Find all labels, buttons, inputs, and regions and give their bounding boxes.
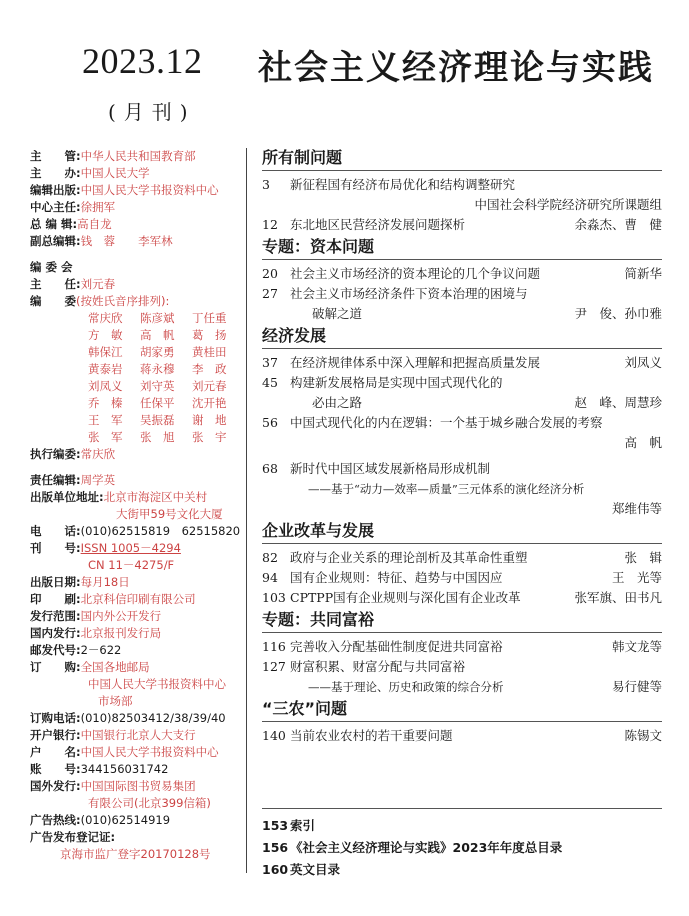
board-member: 任保平 <box>140 396 175 410</box>
board-member: 吴振磊 <box>140 413 175 427</box>
toc-entry[interactable]: 56 中国式现代化的内在逻辑：一个基于城乡融合发展的考察 <box>262 415 603 430</box>
overseas-distribution-line2: 有限公司(北京399信箱) <box>88 796 211 810</box>
printer: 印 刷:北京科信印刷有限公司 <box>30 592 196 606</box>
board-members-label: 编 委(按姓氏音序排列): <box>30 294 170 308</box>
issn: 刊 号:ISSN 1005－4294 <box>30 541 181 555</box>
section-title: “三农”问题 <box>262 697 662 722</box>
masthead-publisher: 编辑出版:中国人民大学书报资料中心 <box>30 183 219 197</box>
board-member: 沈开艳 <box>192 396 227 410</box>
toc-entry-continued: 破解之道 尹 俊、孙巾雅 <box>312 306 662 321</box>
board-member: 刘元春 <box>192 379 227 393</box>
toc-entry[interactable]: 3 新征程国有经济布局优化和结构调整研究 <box>262 177 516 192</box>
toc-entry[interactable]: 20 社会主义市场经济的资本理论的几个争议问题 简新华 <box>262 266 662 281</box>
section-title: 企业改革与发展 <box>262 519 662 544</box>
board-member: 乔 榛 <box>88 396 123 410</box>
toc-entry-continued: 必由之路 赵 峰、周慧珍 <box>312 395 662 410</box>
board-member: 丁任重 <box>192 311 227 325</box>
toc-author: 郑维伟等 <box>611 501 662 516</box>
toc-subtitle: ——基于理论、历史和政策的综合分析 易行健等 <box>308 679 662 694</box>
board-member: 谢 地 <box>192 413 227 427</box>
toc-entry[interactable]: 127 财富积累、财富分配与共同富裕 <box>262 659 466 674</box>
toc-entry[interactable]: 45 构建新发展格局是实现中国式现代化的 <box>262 375 503 390</box>
ad-registration-value: 京海市监广登字20170128号 <box>60 847 211 861</box>
board-member: 胡家勇 <box>140 345 175 359</box>
subscribe-line2: 中国人民大学书报资料中心 <box>88 677 226 691</box>
section-title: 经济发展 <box>262 324 662 349</box>
toc-entry[interactable]: 140 当前农业农村的若干重要问题 陈锡文 <box>262 728 662 743</box>
board-member: 常庆欣 <box>88 311 123 325</box>
board-member: 方 敏 <box>88 328 123 342</box>
toc-entry[interactable]: 12 东北地区民营经济发展问题探析 余淼杰、曹 健 <box>262 217 662 232</box>
postal-code: 邮发代号:2－622 <box>30 643 122 657</box>
editorial-board-title: 编 委 会 <box>30 260 73 274</box>
masthead-director: 中心主任:徐拥军 <box>30 200 116 214</box>
masthead-sponsor: 主 管:中华人民共和国教育部 <box>30 149 196 163</box>
board-member: 高 帆 <box>140 328 175 342</box>
board-chair: 主 任:刘元春 <box>30 277 116 291</box>
table-of-contents <box>262 146 662 746</box>
responsible-editor: 责任编辑:周学英 <box>30 473 116 487</box>
board-member: 陈彦斌 <box>140 311 175 325</box>
account-name: 户 名:中国人民大学书报资料中心 <box>30 745 219 759</box>
pub-date: 出版日期:每月18日 <box>30 575 130 589</box>
section-title: 专题：共同富裕 <box>262 608 662 633</box>
toc-entry-annual-index[interactable]: 156 《社会主义经济理论与实践》2023年年度总目录 <box>262 840 563 855</box>
board-member: 张 旭 <box>140 430 175 444</box>
column-divider <box>246 148 247 873</box>
masthead-column <box>30 148 240 863</box>
order-phone: 订购电话:(010)82503412/38/39/40 <box>30 711 226 725</box>
toc-entry[interactable]: 68 新时代中国区域发展新格局形成机制 <box>262 461 491 476</box>
masthead-deputy-editor: 副总编辑:钱 蓉 李军林 <box>30 234 173 248</box>
toc-entry[interactable]: 82 政府与企业关系的理论剖析及其革命性重塑 张 辑 <box>262 550 662 565</box>
toc-entry-english-contents[interactable]: 160 英文目录 <box>262 862 341 877</box>
publication-frequency: (月刊) <box>108 100 196 124</box>
toc-author: 中国社会科学院经济研究所课题组 <box>474 197 662 212</box>
journal-title: 社会主义经济理论与实践 <box>258 48 654 88</box>
toc-entry[interactable]: 103 CPTPP国有企业规则与深化国有企业改革 张军旗、田书凡 <box>262 590 662 605</box>
board-member: 王 军 <box>88 413 123 427</box>
overseas-distribution: 国外发行:中国国际图书贸易集团 <box>30 779 196 793</box>
board-member: 韩保江 <box>88 345 123 359</box>
account-number: 账 号:344156031742 <box>30 762 169 776</box>
toc-entry[interactable]: 37 在经济规律体系中深入理解和把握高质量发展 刘凤义 <box>262 355 662 370</box>
phone: 电 话:(010)62515819 62515820 <box>30 524 241 538</box>
board-member: 黄桂田 <box>192 345 227 359</box>
ad-hotline: 广告热线:(010)62514919 <box>30 813 171 827</box>
board-member: 张 宇 <box>192 430 227 444</box>
distribution-scope: 发行范围:国内外公开发行 <box>30 609 162 623</box>
board-member: 黄泰岩 <box>88 362 123 376</box>
exec-editor: 执行编委:常庆欣 <box>30 447 116 461</box>
publisher-address: 出版单位地址:北京市海淀区中关村 <box>30 490 208 504</box>
board-member: 刘守英 <box>140 379 175 393</box>
bank: 开户银行:中国银行北京人大支行 <box>30 728 196 742</box>
section-title: 专题：资本问题 <box>262 235 662 260</box>
board-members-list <box>30 310 240 446</box>
issue-date: 2023.12 <box>82 41 203 81</box>
subscribe-line3: 市场部 <box>98 694 133 708</box>
ad-registration-label: 广告发布登记证: <box>30 830 116 844</box>
cn-number: CN 11－4275/F <box>88 558 175 572</box>
masthead-organizer: 主 办:中国人民大学 <box>30 166 150 180</box>
toc-subtitle: ——基于“动力—效率—质量”三元体系的演化经济分析 <box>308 482 585 496</box>
domestic-distribution: 国内发行:北京报刊发行局 <box>30 626 162 640</box>
publisher-address-line2: 大街甲59号文化大厦 <box>116 507 223 521</box>
board-member: 刘凤义 <box>88 379 123 393</box>
board-member: 蒋永穆 <box>140 362 175 376</box>
toc-entry-index[interactable]: 153 索引 <box>262 818 316 833</box>
supplementary-contents <box>262 808 662 881</box>
toc-author: 高 帆 <box>624 435 662 450</box>
board-member: 张 军 <box>88 430 123 444</box>
board-member: 李 政 <box>192 362 227 376</box>
toc-entry[interactable]: 27 社会主义市场经济条件下资本治理的困境与 <box>262 286 528 301</box>
section-title: 所有制问题 <box>262 146 662 171</box>
subscribe: 订 购:全国各地邮局 <box>30 660 150 674</box>
toc-entry[interactable]: 94 国有企业规则：特征、趋势与中国因应 王 光等 <box>262 570 662 585</box>
toc-entry[interactable]: 116 完善收入分配基础性制度促进共同富裕 韩文龙等 <box>262 639 662 654</box>
board-member: 葛 扬 <box>192 328 227 342</box>
masthead-chief-editor: 总 编 辑:高自龙 <box>30 217 112 231</box>
